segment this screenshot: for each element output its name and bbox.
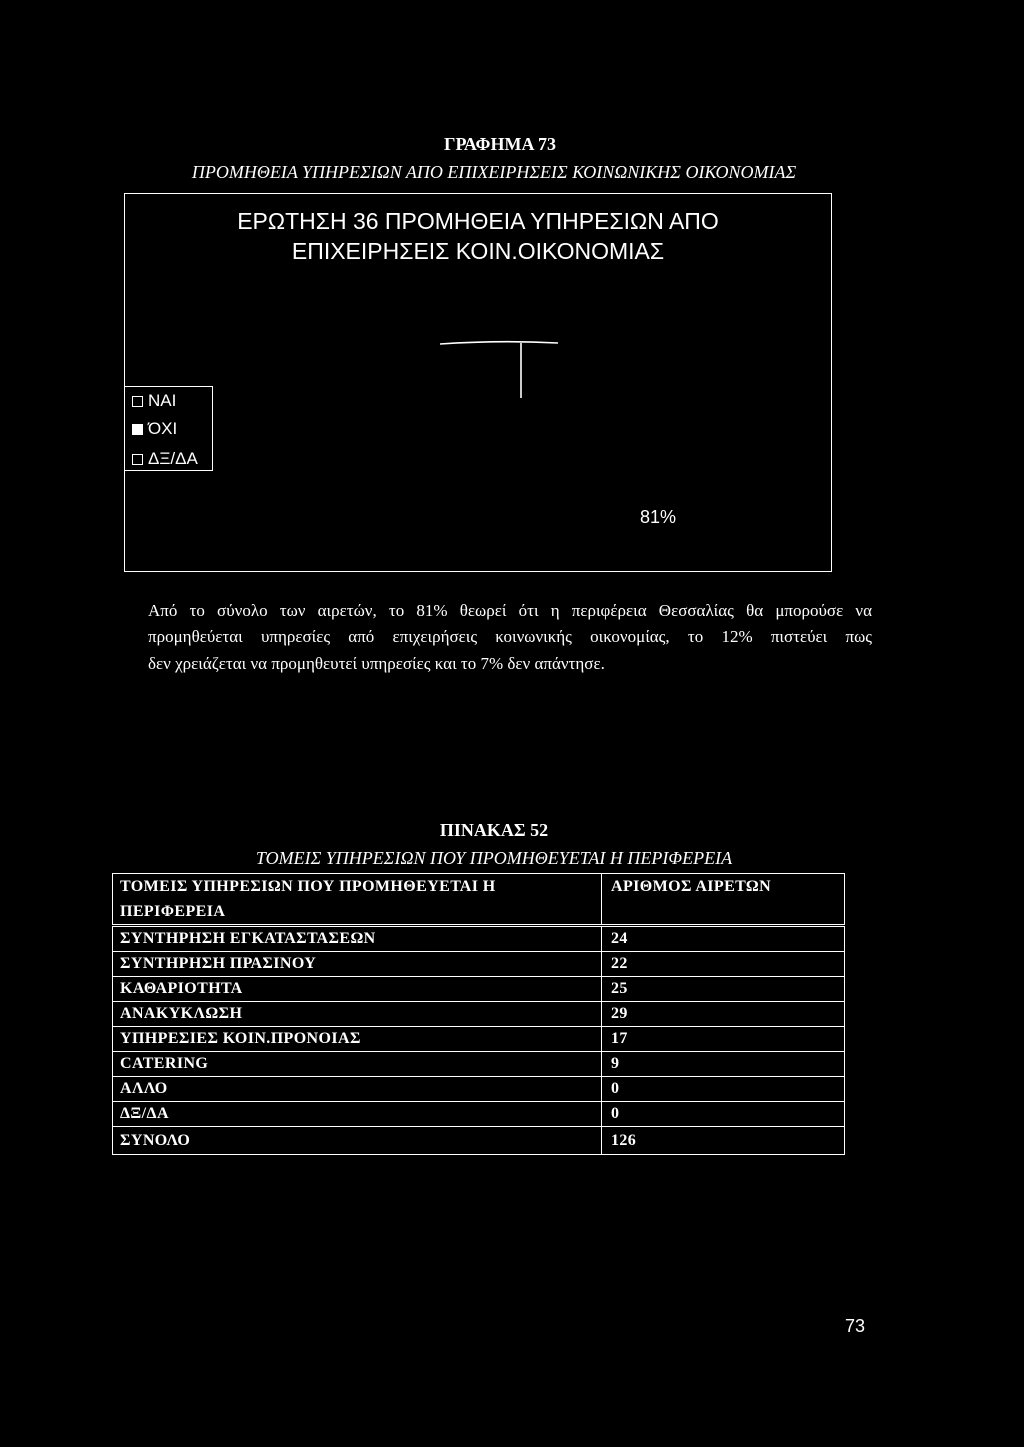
table-row (113, 1027, 845, 1052)
table-header-row (113, 874, 845, 926)
table-row (113, 1077, 845, 1102)
paragraph-line-1: Από το σύνολο των αιρετών, το 81% θεωρεί ότι η περιφέρεια Θεσσαλίας θα μπορούσε να (148, 601, 872, 620)
cell-sector: ΣΥΝΤΗΡΗΣΗ ΕΓΚΑΤΑΣΤΑΣΕΩΝ (113, 926, 602, 952)
cell-count: 29 (602, 1002, 845, 1027)
hollow-square-icon (132, 454, 143, 465)
filled-square-icon (132, 424, 143, 435)
table-row (113, 1052, 845, 1077)
cell-count: 126 (602, 1127, 845, 1155)
table-caption: ΤΟΜΕΙΣ ΥΠΗΡΕΣΙΩΝ ΠΟΥ ΠΡΟΜΗΘΕΥΕΤΑΙ Η ΠΕΡΙΦΕΡΕΙΑ (255, 848, 733, 868)
cell-count: 0 (602, 1102, 845, 1127)
cell-count: 9 (602, 1052, 845, 1077)
chart-legend (124, 386, 213, 471)
page-number: 73 (845, 1316, 866, 1336)
table-row (113, 1102, 845, 1127)
cell-count: 22 (602, 952, 845, 977)
legend-label: ΔΞ/ΔΑ (148, 449, 198, 468)
cell-sector: ΑΝΑΚΥΚΛΩΣΗ (113, 1002, 602, 1027)
pie-data-label: 81% (640, 507, 677, 527)
table-total-row (113, 1127, 845, 1155)
table-row (113, 952, 845, 977)
legend-item-oxi (132, 420, 177, 438)
chart-title-line-1: ΕΡΩΤΗΣΗ 36 ΠΡΟΜΗΘΕΙΑ ΥΠΗΡΕΣΙΩΝ ΑΠΟ (237, 208, 719, 234)
cell-sector: ΣΥΝΤΗΡΗΣΗ ΠΡΑΣΙΝΟΥ (113, 952, 602, 977)
legend-label: ΝΑΙ (148, 391, 177, 410)
cell-sector: ΔΞ/ΔΑ (113, 1102, 602, 1127)
pie-outline (430, 335, 570, 405)
cell-count: 0 (602, 1077, 845, 1102)
figure-caption: ΠΡΟΜΗΘΕΙΑ ΥΠΗΡΕΣΙΩΝ ΑΠΟ ΕΠΙΧΕΙΡΗΣΕΙΣ ΚΟΙΝΩΝΙΚΗΣ ΟΙΚΟΝΟΜΙΑΣ (191, 162, 797, 182)
paragraph-line-3: δεν χρειάζεται να προμηθευτεί υπηρεσίες και το 7% δεν απάντησε. (148, 654, 605, 673)
hollow-square-icon (132, 396, 143, 407)
cell-count: 17 (602, 1027, 845, 1052)
cell-count: 25 (602, 977, 845, 1002)
table-label: ΠΙΝΑΚΑΣ 52 (439, 820, 549, 840)
table-row (113, 977, 845, 1002)
legend-label: ΌΧΙ (148, 419, 178, 438)
services-table (112, 873, 845, 1155)
cell-count: 24 (602, 926, 845, 952)
legend-item-dxda (132, 450, 198, 468)
header-sector: ΤΟΜΕΙΣ ΥΠΗΡΕΣΙΩΝ ΠΟΥ ΠΡΟΜΗΘΕΥΕΤΑΙ Η ΠΕΡΙΦΕΡΕΙΑ (113, 874, 602, 926)
table-row (113, 1002, 845, 1027)
chart-title-line-2: ΕΠΙΧΕΙΡΗΣΕΙΣ ΚΟΙΝ.ΟΙΚΟΝΟΜΙΑΣ (291, 238, 665, 264)
cell-sector: ΥΠΗΡΕΣΙΕΣ ΚΟΙΝ.ΠΡΟΝΟΙΑΣ (113, 1027, 602, 1052)
table-row (113, 926, 845, 952)
header-count: ΑΡΙΘΜΟΣ ΑΙΡΕΤΩΝ (602, 874, 845, 926)
figure-label: ΓΡΑΦΗΜΑ 73 (444, 134, 556, 154)
cell-sector: ΣΥΝΟΛΟ (113, 1127, 602, 1155)
cell-sector: ΚΑΘΑΡΙΟΤΗΤΑ (113, 977, 602, 1002)
cell-sector: ΑΛΛΟ (113, 1077, 602, 1102)
cell-sector: CATERING (113, 1052, 602, 1077)
chart-title (125, 206, 831, 266)
legend-item-nai (132, 392, 176, 410)
paragraph-line-2: προμηθεύεται υπηρεσίες από επιχειρήσεις κοινωνικής οικονομίας, το 12% πιστεύει πως (148, 627, 872, 646)
pie-edge-line (440, 342, 558, 344)
